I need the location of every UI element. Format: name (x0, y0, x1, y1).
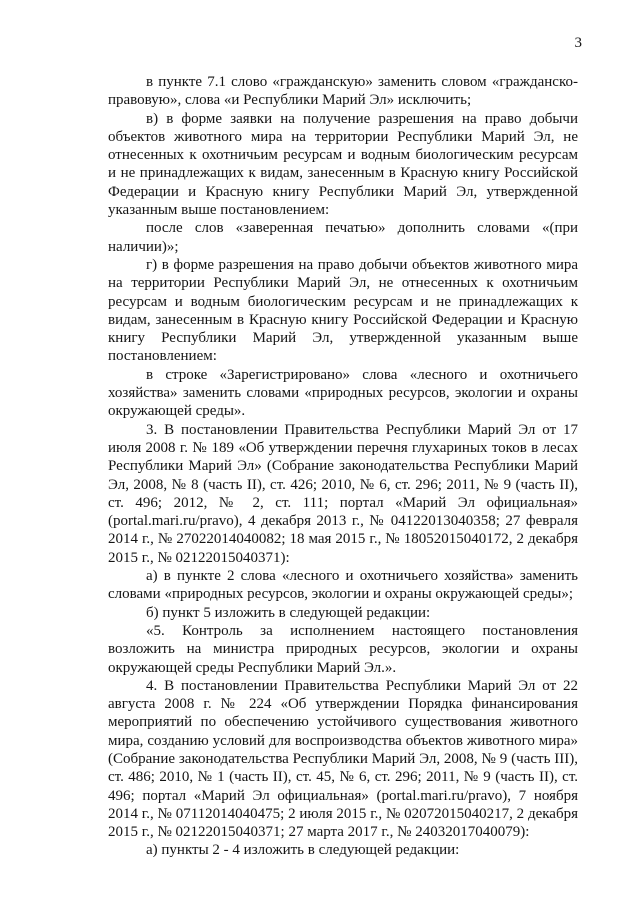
paragraph-clause-7-1: в пункте 7.1 слово «гражданскую» заменить словом «гражданско-правовую», слова «и Республики Марий Эл» исключить; (108, 74, 578, 109)
paragraph-after-words: после слов «заверенная печатью» дополнить словами «(при наличии)»; (108, 220, 578, 255)
document-body (108, 73, 578, 860)
paragraph-item-a-section-4: а) пункты 2 - 4 изложить в следующей редакции: (146, 842, 460, 859)
paragraph-item-g: г) в форме разрешения на право добычи объектов животного мира на территории Республики Марий Эл, не отнесенных к охотничьим ресурсам и водным биологическим ресурсам и не принадлежащих к видам, занесенным в Красную книгу Российской Федерации и Красную книгу Республики Марий Эл, утвержденной указанным выше постановлением: (108, 256, 578, 365)
paragraph-item-v: в) в форме заявки на получение разрешения на право добычи объектов животного мира на территории Республики Марий Эл, не отнесенных к охотничьим ресурсам и водным биологическим ресурсам и не принадлежащих к видам, занесенным в Красную книгу Российской Федерации и Красную книгу Республики Марий Эл, утвержденной указанным выше постановлением: (108, 110, 578, 219)
paragraph-section-3: 3. В постановлении Правительства Республики Марий Эл от 17 июля 2008 г. № 189 «Об утверждении перечня глухариных токов в лесах Республики Марий Эл» (Собрание законодательства Республики Марий Эл, 2008, № 8 (часть II), ст. 426; 2010, № 6, ст. 296; 2011, № 9 (часть II), ст. 496; 2012, № 2, ст. 111; портал «Марий Эл официальная» (portal.mari.ru/pravo), 4 декабря 2013 г., № 04122013040358; 27 февраля 2014 г., № 27022014040082; 18 мая 2015 г., № 18052015040172, 2 декабря 2015 г., № 02122015040371): (108, 421, 578, 566)
paragraph-section-4: 4. В постановлении Правительства Республики Марий Эл от 22 августа 2008 г. № 224 «Об утверждении Порядка финансирования мероприятий по обеспечению устойчивого существования животного мира, созданию условий для воспроизводства объектов животного мира» (Собрание законодательства Республики Марий Эл, 2008, № 9 (часть III), ст. 486; 2010, № 1 (часть II), ст. 45, № 6, ст. 296; 2011, № 9 (часть II), ст. 496; портал «Марий Эл официальная» (portal.mari.ru/pravo), 7 ноября 2014 г., № 07112014040475; 2 июля 2015 г., № 02072015040217, 2 декабря 2015 г., № 02122015040371; 27 марта 2017 г., № 24032017040079): (108, 677, 578, 841)
page-number: 3 (574, 35, 582, 51)
paragraph-point-5-text: «5. Контроль за исполнением настоящего постановления возложить на министра природных ресурсов, экологии и охраны окружающей среды Республики Марий Эл.». (108, 622, 578, 676)
paragraph-item-a-section-3: а) в пункте 2 слова «лесного и охотничьего хозяйства» заменить словами «природных ресурсов, экологии и охраны окружающей среды»; (108, 568, 578, 603)
paragraph-registered-line: в строке «Зарегистрировано» слова «лесного и охотничьего хозяйства» заменить словами «природных ресурсов, экологии и охраны окружающей среды». (108, 366, 578, 420)
paragraph-item-b-section-3: б) пункт 5 изложить в следующей редакции: (146, 604, 431, 621)
